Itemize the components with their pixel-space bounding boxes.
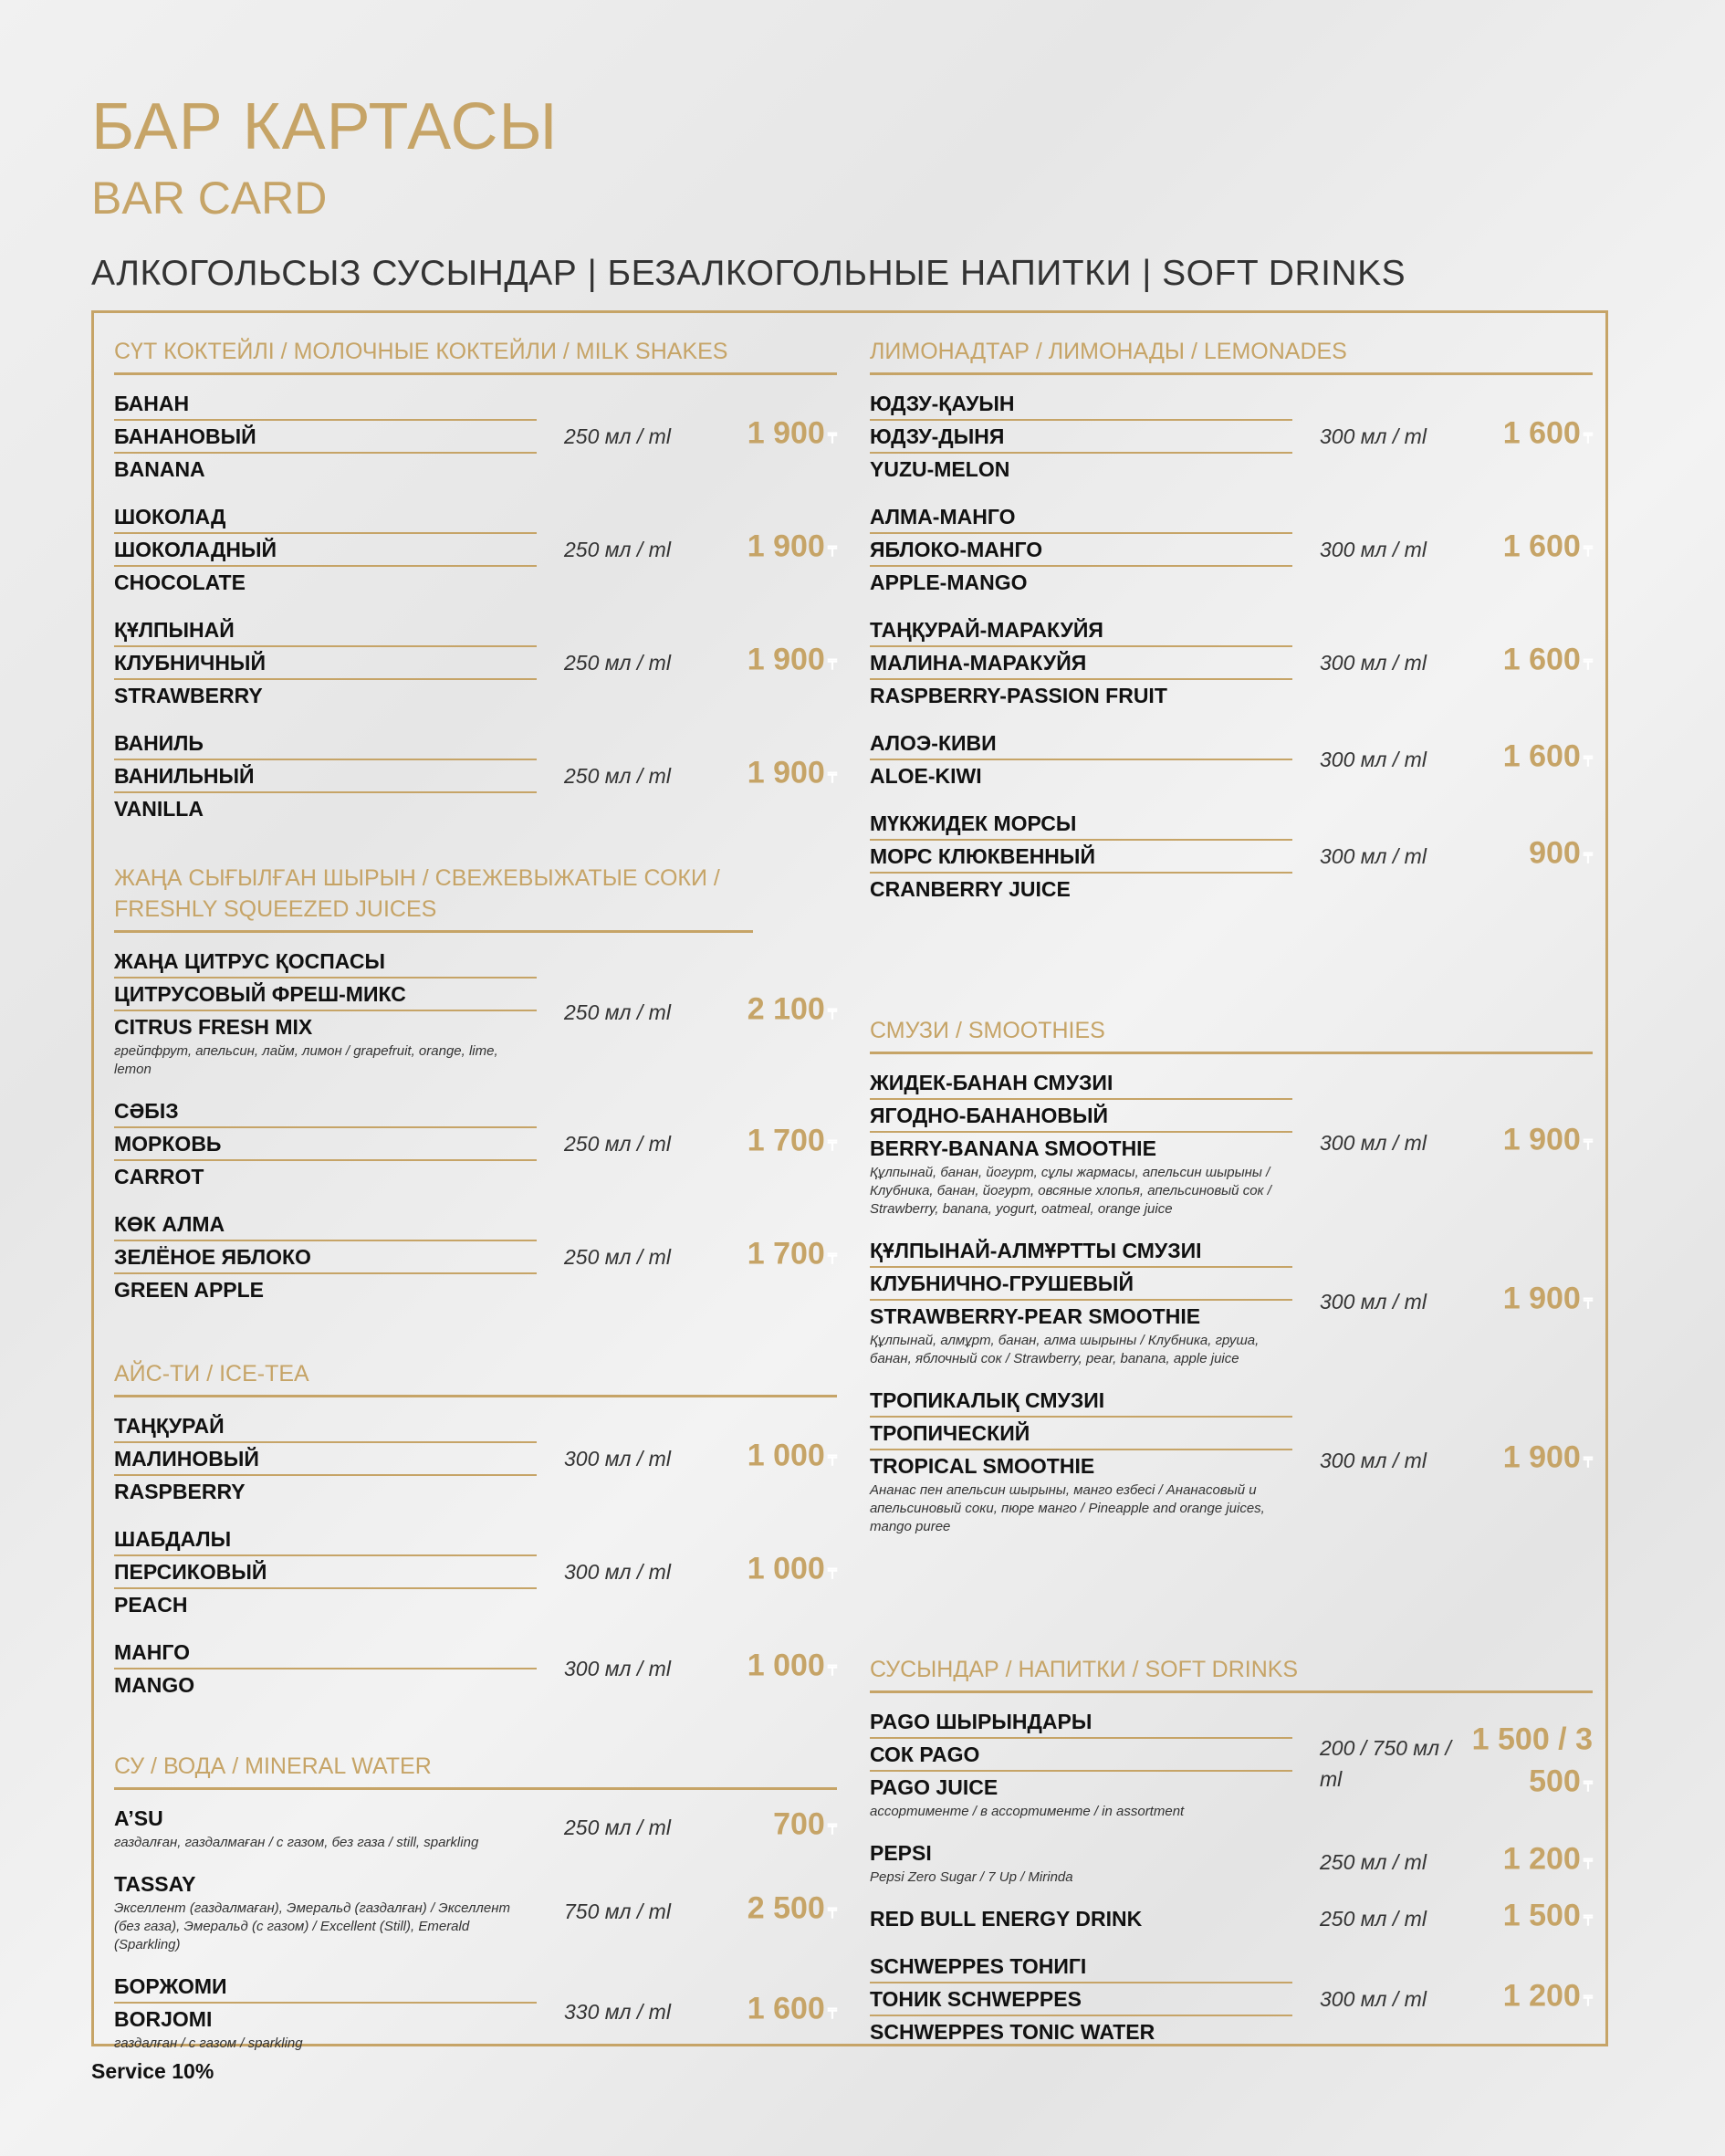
item-name: PEPSI [870,1841,932,1865]
menu-item [870,388,1593,485]
item-volume: 300 мл / ml [564,1657,671,1680]
menu-section [114,1358,837,1717]
item-name: ҚҰЛПЫНАЙ [114,614,537,647]
tenge-icon: ₸ [1583,1857,1593,1873]
price-value: 1 900 [747,415,825,451]
item-name: PAGO JUICE [870,1775,998,1799]
item-price [773,1806,837,1849]
item-names [870,727,1292,791]
tenge-icon: ₸ [1583,1455,1593,1471]
item-name: STRAWBERRY [114,684,263,707]
item-volume: 250 мл / ml [564,651,671,675]
item-volume: 250 мл / ml [564,1245,671,1269]
item-names [870,388,1292,485]
item-names [114,1803,537,1852]
price-value: 700 [773,1806,825,1842]
item-volume: 300 мл / ml [1320,748,1427,771]
item-price [1529,835,1593,878]
item-names [114,1971,537,2053]
item-names [114,388,537,485]
item-description: грейпфрут, апельсин, лайм, лимон / grapefruit, orange, lime, lemon [114,1043,498,1077]
menu-item [114,1523,837,1620]
item-price [748,529,837,571]
item-name: ЯГОДНО-БАНАНОВЫЙ [870,1100,1292,1133]
section-title: ЖАҢА СЫҒЫЛҒАН ШЫРЫН / СВЕЖЕВЫЖАТЫЕ СОКИ / FRESHLY SQUEEZED JUICES [114,863,753,933]
item-name: PEACH [114,1593,188,1617]
item-name: ЦИТРУСОВЫЙ ФРЕШ-МИКС [114,979,537,1011]
menu-item [870,1837,1593,1887]
item-name: ВАНИЛЬНЫЙ [114,760,537,793]
price-value: 1 900 [1502,1281,1581,1316]
item-name: A’SU [114,1806,163,1830]
tenge-icon: ₸ [827,1566,837,1583]
menu-item [114,614,837,711]
item-name: CITRUS FRESH MIX [114,1015,313,1039]
section-title: ЛИМОНАДТАР / ЛИМОНАДЫ / LEMONADES [870,336,1593,375]
item-names [870,1903,1292,1934]
tenge-icon: ₸ [827,431,837,447]
item-name: STRAWBERRY-PEAR SMOOTHIE [870,1304,1201,1328]
item-name: ПЕРСИКОВЫЙ [114,1556,537,1589]
item-description: Экселлент (газдалмаған), Эмеральд (газдалған) / Экселлент (без газа), Эмеральд (с газом) / Excellent (Still), Emerald (Sparkling) [114,1900,510,1952]
item-volume: 200 / 750 мл / ml [1320,1736,1451,1791]
item-description: газдалған / с газом / sparkling [114,2036,303,2051]
item-name: GREEN APPLE [114,1278,265,1302]
item-volume: 300 мл / ml [1320,651,1427,675]
item-names [870,1385,1292,1536]
item-volume: 300 мл / ml [564,1447,671,1470]
item-names [870,614,1292,711]
tenge-icon: ₸ [827,1138,837,1155]
tenge-icon: ₸ [1583,657,1593,674]
item-price [748,991,837,1034]
price-value: 1 900 [747,755,825,790]
item-name: МОРС КЛЮКВЕННЫЙ [870,841,1292,874]
price-value: 1 000 [747,1648,825,1683]
item-price [748,1648,837,1690]
section-title: СМУЗИ / SMOOTHIES [870,1015,1593,1054]
price-value: 1 600 [1502,642,1581,677]
item-volume: 250 мл / ml [1320,1850,1427,1874]
item-description: ассортименте / в ассортименте / in assortment [870,1804,1185,1819]
item-name: БОРЖОМИ [114,1971,537,2004]
menu-section [870,1015,1593,1553]
menu-item [114,1868,837,1954]
category-heading: АЛКОГОЛЬСЫЗ СУСЫНДАР | БЕЗАЛКОГОЛЬНЫЕ НАПИТКИ | SOFT DRINKS [91,254,1406,293]
item-name: ЯБЛОКО-МАНГО [870,534,1292,567]
price-value: 1 000 [747,1551,825,1586]
item-name: TASSAY [114,1872,196,1896]
item-price [748,415,837,458]
item-names [870,1706,1292,1821]
item-name: МҮКЖИДЕК МОРСЫ [870,808,1292,841]
menu-section [870,1654,1593,2064]
item-price [748,642,837,685]
tenge-icon: ₸ [827,1007,837,1023]
item-volume: 300 мл / ml [1320,538,1427,561]
price-value: 1 700 [747,1236,825,1272]
menu-item [870,808,1593,905]
item-names [114,1523,537,1620]
tenge-icon: ₸ [827,1822,837,1838]
section-title: СҮТ КОКТЕЙЛІ / МОЛОЧНЫЕ КОКТЕЙЛИ / MILK SHAKES [114,336,837,375]
item-name: ТРОПИЧЕСКИЙ [870,1418,1292,1450]
price-value: 1 600 [1502,529,1581,564]
tenge-icon: ₸ [827,657,837,674]
item-names [114,1410,537,1507]
item-price [1447,1719,1593,1809]
item-volume: 250 мл / ml [1320,1907,1427,1931]
item-name: АЛМА-МАНГО [870,501,1292,534]
item-name: RASPBERRY [114,1480,246,1503]
item-price [1503,738,1593,781]
menu-section [870,336,1593,921]
item-name: ШОКОЛАДНЫЙ [114,534,537,567]
item-names [870,808,1292,905]
item-price [1503,1841,1593,1884]
item-volume: 250 мл / ml [564,1132,671,1156]
item-description: газдалған, газдалмаған / с газом, без газа / still, sparkling [114,1835,479,1850]
item-name: ЗЕЛЁНОЕ ЯБЛОКО [114,1241,537,1274]
item-names [114,501,537,598]
item-name: BERRY-BANANA SMOOTHIE [870,1136,1156,1160]
item-name: БАНАН [114,388,537,421]
item-name: МОРКОВЬ [114,1128,537,1161]
item-name: MANGO [114,1673,195,1697]
tenge-icon: ₸ [1583,431,1593,447]
item-name: RASPBERRY-PASSION FRUIT [870,684,1167,707]
item-name: АЛОЭ-КИВИ [870,727,1292,760]
menu-item [114,946,837,1079]
price-value: 1 600 [1502,415,1581,451]
tenge-icon: ₸ [1583,1779,1593,1795]
item-price [748,1551,837,1594]
item-name: CARROT [114,1165,204,1188]
item-volume: 250 мл / ml [564,1000,671,1024]
item-name: PAGO ШЫРЫНДАРЫ [870,1706,1292,1739]
item-name: APPLE-MANGO [870,570,1028,594]
item-names [114,1095,537,1192]
price-value: 1 900 [747,529,825,564]
item-name: СОК PAGO [870,1739,1292,1772]
item-name: ҚҰЛПЫНАЙ-АЛМҰРТТЫ СМУЗИІ [870,1235,1292,1268]
tenge-icon: ₸ [827,2006,837,2023]
item-name: ТОНИК SCHWEPPES [870,1983,1292,2016]
menu-item [870,1385,1593,1536]
item-names [114,1209,537,1305]
item-name: БАНАНОВЫЙ [114,421,537,454]
item-name: ALOE-KIWI [870,764,982,788]
item-name: МАЛИНА-МАРАКУЙЯ [870,647,1292,680]
item-price [1503,529,1593,571]
item-name: МАНГО [114,1637,537,1669]
item-name: ТАҢҚУРАЙ [114,1410,537,1443]
price-value: 900 [1529,835,1581,871]
section-title: СУ / ВОДА / MINERAL WATER [114,1751,837,1790]
item-name: ТРОПИКАЛЫҚ СМУЗИІ [870,1385,1292,1418]
item-price [1503,1281,1593,1324]
menu-item [114,1095,837,1192]
item-name: SCHWEPPES ТОНИГІ [870,1951,1292,1983]
menu-item [114,1637,837,1701]
item-volume: 750 мл / ml [564,1900,671,1923]
item-names [114,1637,537,1701]
item-name: ВАНИЛЬ [114,727,537,760]
item-description: Құлпынай, банан, йогурт, сұлы жармасы, апельсин шырыны / Клубника, банан, йогурт, овсяные хлопья, апельсиновый сок / Strawberry, banana, yogurt, oatmeal, orange juice [870,1165,1271,1217]
item-volume: 250 мл / ml [564,1816,671,1839]
price-value: 1 900 [747,642,825,677]
menu-item [114,1971,837,2053]
tenge-icon: ₸ [1583,1913,1593,1930]
price-value: 1 500 [1502,1898,1581,1933]
item-price [1503,1439,1593,1482]
item-volume: 300 мл / ml [1320,1449,1427,1472]
item-name: КЛУБНИЧНЫЙ [114,647,537,680]
item-price [1503,415,1593,458]
price-value: 1 200 [1502,1841,1581,1877]
tenge-icon: ₸ [1583,544,1593,560]
item-price [748,1123,837,1166]
service-charge: Service 10% [91,2059,214,2083]
menu-item [870,1898,1593,1934]
item-name: КӨК АЛМА [114,1209,537,1241]
item-names [870,1067,1292,1219]
tenge-icon: ₸ [1583,1296,1593,1313]
item-name: CRANBERRY JUICE [870,877,1071,901]
menu-item [870,1951,1593,2047]
menu-item [114,1803,837,1852]
item-name: BANANA [114,457,205,481]
menu-item [870,1706,1593,1821]
price-value: 1 600 [747,1991,825,2026]
item-name: ШОКОЛАД [114,501,537,534]
menu-item [114,1209,837,1305]
item-volume: 300 мл / ml [564,1560,671,1584]
menu-item [870,614,1593,711]
tenge-icon: ₸ [827,1453,837,1470]
menu-item [114,388,837,485]
item-names [870,1837,1292,1887]
item-price [748,1991,837,2034]
item-name: ЖИДЕК-БАНАН СМУЗИІ [870,1067,1292,1100]
item-name: КЛУБНИЧНО-ГРУШЕВЫЙ [870,1268,1292,1301]
item-name: SCHWEPPES TONIC WATER [870,2020,1155,2044]
menu-item [870,727,1593,791]
price-value: 1 200 [1502,1978,1581,2014]
tenge-icon: ₸ [827,544,837,560]
tenge-icon: ₸ [827,1906,837,1922]
item-volume: 300 мл / ml [1320,844,1427,868]
item-name: ЮДЗУ-ДЫНЯ [870,421,1292,454]
item-price [748,1236,837,1279]
item-name: YUZU-MELON [870,457,1010,481]
item-names [114,1868,537,1954]
item-price [1503,642,1593,685]
price-value: 2 500 [747,1890,825,1926]
item-volume: 300 мл / ml [1320,1131,1427,1155]
item-volume: 250 мл / ml [564,764,671,788]
menu-item [114,727,837,824]
item-names [114,727,537,824]
item-names [870,1951,1292,2047]
price-value: 2 100 [747,991,825,1027]
tenge-icon: ₸ [1583,754,1593,770]
item-volume: 250 мл / ml [564,424,671,448]
menu-item [870,501,1593,598]
tenge-icon: ₸ [827,770,837,787]
item-price [1503,1898,1593,1941]
page-title: БАР КАРТАСЫ [91,90,559,163]
item-name: BORJOMI [114,2007,213,2031]
price-value: 1 700 [747,1123,825,1158]
menu-item [114,1410,837,1507]
item-name: СӘБІЗ [114,1095,537,1128]
item-name: ЮДЗУ-ҚАУЫН [870,388,1292,421]
price-value: 1 500 / 3 500 [1471,1722,1593,1799]
price-value: 1 000 [747,1438,825,1473]
menu-section [114,336,837,841]
item-names [870,1235,1292,1368]
tenge-icon: ₸ [1583,1994,1593,2010]
item-price [1503,1122,1593,1165]
page-subtitle: BAR CARD [91,173,328,224]
item-price [748,1890,837,1933]
item-name: МАЛИНОВЫЙ [114,1443,537,1476]
menu-item [114,501,837,598]
item-volume: 300 мл / ml [1320,1987,1427,2011]
tenge-icon: ₸ [1583,1137,1593,1154]
price-value: 1 900 [1502,1122,1581,1157]
price-value: 1 600 [1502,738,1581,774]
item-name: ТАҢҚУРАЙ-МАРАКУЙЯ [870,614,1292,647]
item-name: TROPICAL SMOOTHIE [870,1454,1095,1478]
item-price [748,1438,837,1481]
menu-section [114,1751,837,2069]
menu-section [114,863,837,1322]
tenge-icon: ₸ [827,1663,837,1680]
item-names [114,946,537,1079]
item-description: Pepsi Zero Sugar / 7 Up / Mirinda [870,1869,1073,1885]
tenge-icon: ₸ [1583,851,1593,867]
section-title: СУСЫНДАР / НАПИТКИ / SOFT DRINKS [870,1654,1593,1693]
menu-item [870,1235,1593,1368]
item-name: RED BULL ENERGY DRINK [870,1907,1143,1931]
item-description: Құлпынай, алмұрт, банан, алма шырыны / Клубника, груша, банан, яблочный сок / Strawberry, pear, banana, apple juice [870,1333,1260,1366]
item-name: ЖАҢА ЦИТРУС ҚОСПАСЫ [114,946,537,979]
item-volume: 300 мл / ml [1320,424,1427,448]
price-value: 1 900 [1502,1439,1581,1475]
item-volume: 250 мл / ml [564,538,671,561]
item-names [870,501,1292,598]
item-volume: 300 мл / ml [1320,1290,1427,1313]
item-description: Ананас пен апельсин шырыны, манго езбесі / Ананасовый и апельсиновый соки, пюре манго / Pineapple and orange juices, mango puree [870,1482,1265,1534]
item-names [114,614,537,711]
tenge-icon: ₸ [827,1251,837,1268]
item-name: ШАБДАЛЫ [114,1523,537,1556]
item-name: VANILLA [114,797,204,821]
item-volume: 330 мл / ml [564,2000,671,2024]
section-title: АЙС-ТИ / ICE-TEA [114,1358,837,1397]
item-price [748,755,837,798]
menu-item [870,1067,1593,1219]
item-name: CHOCOLATE [114,570,246,594]
item-price [1503,1978,1593,2021]
